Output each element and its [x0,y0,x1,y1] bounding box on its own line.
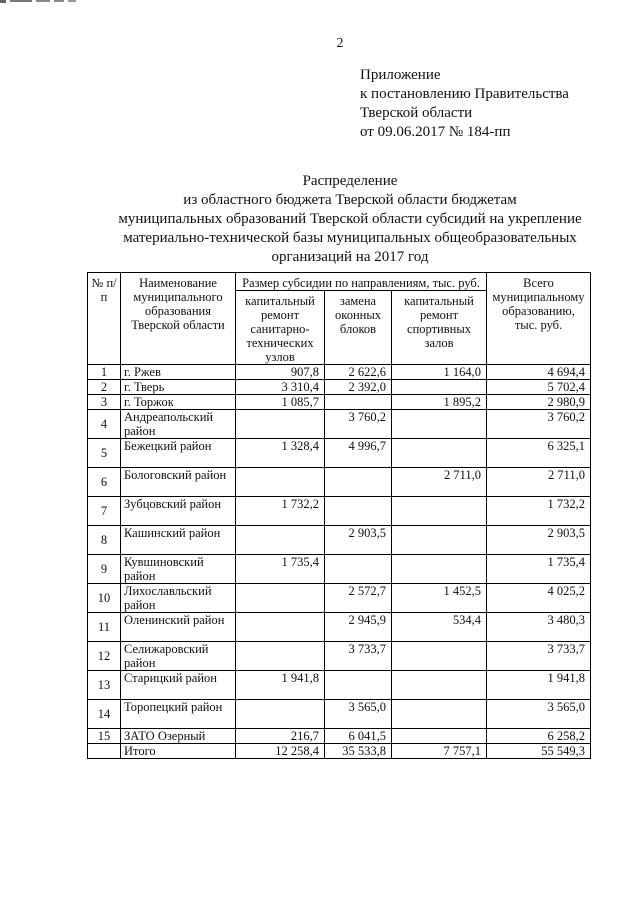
value-total: 4 694,4 [487,365,591,380]
table-row [88,365,591,380]
table-row [88,671,591,700]
title-line: из областного бюджета Тверской области бюджетам [183,192,517,208]
value-window-replacement [325,468,392,497]
value-sanitary-repair [236,410,325,439]
subsidy-table [87,272,591,759]
value-window-replacement [325,497,392,526]
municipality-name: Итого [121,744,236,759]
appendix-line: к постановлению Правительства [360,86,569,102]
value-sanitary-repair: 12 258,4 [236,744,325,759]
table-row [88,497,591,526]
value-total: 6 258,2 [487,729,591,744]
value-window-replacement: 35 533,8 [325,744,392,759]
value-total: 2 903,5 [487,526,591,555]
value-sanitary-repair [236,642,325,671]
row-number: 13 [88,671,121,700]
title-line: Распределение [302,173,398,189]
table-row [88,744,591,759]
appendix-line: Приложение [360,67,441,83]
municipality-name: Кашинский район [121,526,236,555]
value-sanitary-repair: 907,8 [236,365,325,380]
header-sub1: капитальный ремонт санитарно-технических узлов [236,291,325,365]
row-number: 1 [88,365,121,380]
value-gym-repair [392,555,487,584]
value-total: 1 732,2 [487,497,591,526]
header-sub2: замена оконных блоков [325,291,392,365]
value-gym-repair [392,729,487,744]
table-row [88,410,591,439]
municipality-name: Андреапольский район [121,410,236,439]
table-row [88,468,591,497]
row-number: 12 [88,642,121,671]
value-gym-repair: 2 711,0 [392,468,487,497]
value-total: 6 325,1 [487,439,591,468]
value-gym-repair [392,380,487,395]
header-name: Наименование муниципального образования Тверской области [121,273,236,365]
value-total: 3 760,2 [487,410,591,439]
municipality-name: Зубцовский район [121,497,236,526]
appendix-block [360,66,569,142]
table-row [88,555,591,584]
appendix-line: Тверской области [360,105,473,121]
value-gym-repair [392,671,487,700]
value-gym-repair [392,410,487,439]
row-number: 6 [88,468,121,497]
municipality-name: Бологовский район [121,468,236,497]
row-number: 4 [88,410,121,439]
table-row [88,380,591,395]
value-total: 3 565,0 [487,700,591,729]
municipality-name: Селижаровский район [121,642,236,671]
value-sanitary-repair [236,584,325,613]
municipality-name: Торопецкий район [121,700,236,729]
table-row [88,700,591,729]
value-total: 1 941,8 [487,671,591,700]
value-sanitary-repair [236,526,325,555]
value-window-replacement: 6 041,5 [325,729,392,744]
value-gym-repair [392,497,487,526]
value-gym-repair [392,700,487,729]
value-window-replacement: 3 733,7 [325,642,392,671]
value-gym-repair: 1 164,0 [392,365,487,380]
municipality-name: Оленинский район [121,613,236,642]
row-number: 10 [88,584,121,613]
row-number: 7 [88,497,121,526]
appendix-line: от 09.06.2017 № 184-пп [360,124,511,140]
row-number [88,744,121,759]
value-total: 1 735,4 [487,555,591,584]
table-row [88,613,591,642]
value-window-replacement [325,395,392,410]
document-title [60,172,640,267]
row-number: 2 [88,380,121,395]
municipality-name: ЗАТО Озерный [121,729,236,744]
table-row [88,526,591,555]
title-line: муниципальных образований Тверской области субсидий на укрепление [118,211,582,227]
municipality-name: Лихославльский район [121,584,236,613]
header-total: Всего муниципальному образованию, тыс. руб. [487,273,591,365]
value-gym-repair [392,526,487,555]
value-sanitary-repair [236,613,325,642]
row-number: 9 [88,555,121,584]
value-total: 3 480,3 [487,613,591,642]
value-window-replacement: 2 903,5 [325,526,392,555]
value-sanitary-repair [236,468,325,497]
value-gym-repair: 1 452,5 [392,584,487,613]
value-window-replacement [325,555,392,584]
row-number: 8 [88,526,121,555]
value-sanitary-repair: 1 732,2 [236,497,325,526]
value-sanitary-repair: 3 310,4 [236,380,325,395]
value-gym-repair: 1 895,2 [392,395,487,410]
table-row [88,395,591,410]
value-window-replacement: 4 996,7 [325,439,392,468]
table-body [88,365,591,759]
page-number: 2 [336,36,344,51]
value-gym-repair: 534,4 [392,613,487,642]
title-line: организаций на 2017 год [271,249,429,265]
header-num: № п/п [88,273,121,365]
value-gym-repair [392,439,487,468]
table-row [88,439,591,468]
municipality-name: Старицкий район [121,671,236,700]
value-sanitary-repair: 1 735,4 [236,555,325,584]
row-number: 3 [88,395,121,410]
value-gym-repair [392,642,487,671]
value-window-replacement [325,671,392,700]
value-window-replacement: 2 392,0 [325,380,392,395]
value-total: 55 549,3 [487,744,591,759]
value-sanitary-repair: 1 941,8 [236,671,325,700]
value-total: 5 702,4 [487,380,591,395]
row-number: 11 [88,613,121,642]
value-sanitary-repair: 216,7 [236,729,325,744]
title-line: материально-технической базы муниципальных общеобразовательных [123,230,577,246]
value-total: 3 733,7 [487,642,591,671]
value-window-replacement: 3 760,2 [325,410,392,439]
row-number: 5 [88,439,121,468]
value-sanitary-repair [236,700,325,729]
municipality-name: Бежецкий район [121,439,236,468]
value-total: 2 711,0 [487,468,591,497]
table-row [88,584,591,613]
value-window-replacement: 2 945,9 [325,613,392,642]
value-gym-repair: 7 757,1 [392,744,487,759]
value-window-replacement: 3 565,0 [325,700,392,729]
municipality-name: Кувшиновский район [121,555,236,584]
table-row [88,729,591,744]
value-window-replacement: 2 572,7 [325,584,392,613]
municipality-name: г. Ржев [121,365,236,380]
value-sanitary-repair: 1 085,7 [236,395,325,410]
header-group: Размер субсидии по направлениям, тыс. руб. [236,273,487,291]
value-sanitary-repair: 1 328,4 [236,439,325,468]
value-total: 2 980,9 [487,395,591,410]
municipality-name: г. Тверь [121,380,236,395]
row-number: 14 [88,700,121,729]
table-row [88,642,591,671]
municipality-name: г. Торжок [121,395,236,410]
value-total: 4 025,2 [487,584,591,613]
top-edge-marks [0,0,90,6]
header-sub3: капитальный ремонт спортивных залов [392,291,487,365]
value-window-replacement: 2 622,6 [325,365,392,380]
row-number: 15 [88,729,121,744]
